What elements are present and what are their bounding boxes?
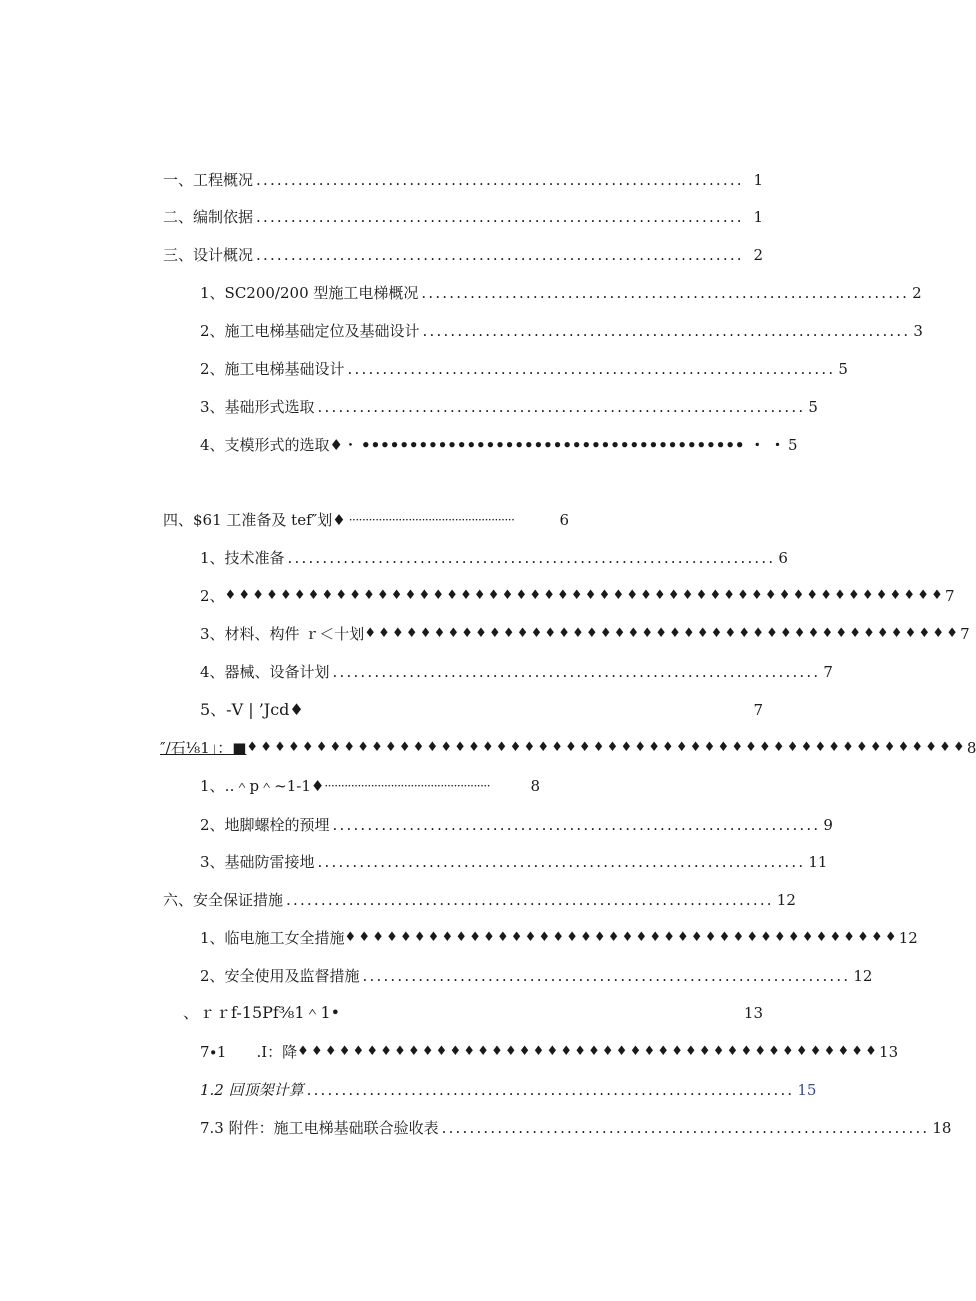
toc-leader-dots: ......................................................................	[317, 853, 806, 871]
toc-page-number: 1	[753, 171, 763, 189]
toc-entry-label: 7.3 附件：施工电梯基础联合验收表	[200, 1119, 439, 1137]
toc-entry-3-4[interactable]	[200, 434, 798, 456]
toc-page-number: 2	[912, 284, 922, 302]
toc-entry-4[interactable]	[163, 509, 569, 531]
toc-page-number: 13	[879, 1043, 899, 1061]
toc-entry-label: 1、技术准备	[200, 549, 285, 567]
toc-entry-3[interactable]	[163, 244, 763, 266]
toc-entry-4-1[interactable]	[200, 547, 788, 569]
toc-leader-diamonds: ♦♦♦♦♦♦♦♦♦♦♦♦♦♦♦♦♦♦♦♦♦♦♦♦♦♦♦♦♦♦♦♦♦♦♦♦♦♦♦♦♦♦♦♦♦♦♦♦♦♦♦♦	[246, 740, 967, 755]
toc-leader-dots: ......................................................................	[286, 891, 774, 909]
toc-entry-7[interactable]	[183, 1002, 763, 1024]
toc-leader-dots: ......................................................................	[332, 663, 821, 681]
toc-leader-dots: ......................................................................	[256, 246, 744, 264]
toc-leader-dots: ......................................................................	[256, 171, 744, 189]
toc-entry-2[interactable]	[163, 206, 763, 228]
toc-entry-label: 1、临电施工女全措施	[200, 929, 345, 947]
toc-entry-label: 一、工程概况	[163, 171, 254, 189]
toc-entry-4-2[interactable]	[200, 585, 955, 607]
toc-entry-label: 3、材料、构件 ｒ＜十划	[200, 625, 365, 643]
toc-entry-label: 二、编制依据	[163, 208, 254, 226]
toc-entry-label: ″/石⅛1」：■	[160, 739, 247, 757]
toc-page-number: 2	[753, 246, 763, 264]
toc-page-number: 18	[932, 1119, 952, 1137]
toc-leader-dots: ......................................................................	[306, 1081, 795, 1099]
toc-page-number: 12	[898, 929, 918, 947]
toc-page-number: 6	[778, 549, 788, 567]
toc-entry-label: 3、基础防雷接地	[200, 853, 315, 871]
toc-entry-3-1[interactable]	[200, 282, 922, 304]
toc-entry-6-2[interactable]	[200, 965, 873, 987]
toc-leader-diamonds: ♦♦♦♦♦♦♦♦♦♦♦♦♦♦♦♦♦♦♦♦♦♦♦♦♦♦♦♦♦♦♦♦♦♦♦♦♦♦♦♦♦♦	[297, 1044, 880, 1059]
toc-page-number: 8	[966, 739, 976, 757]
toc-leader-dots: ......................................................................	[332, 816, 821, 834]
toc-leader-dots: ......................................................................	[441, 1119, 930, 1137]
toc-entry-5[interactable]	[160, 737, 976, 759]
toc-entry-label: 六、安全保证措施	[163, 891, 284, 909]
toc-page-number: 9	[823, 816, 833, 834]
toc-entry-label: 、ｒｒf-15Pf⅜1＾1•	[183, 1003, 341, 1022]
toc-entry-3-2b[interactable]	[200, 358, 848, 380]
toc-entry-6-1[interactable]	[200, 927, 918, 949]
toc-page-number: 13	[743, 1004, 763, 1022]
toc-entry-label: 2、地脚螺栓的预埋	[200, 816, 330, 834]
toc-entry-3-2[interactable]	[200, 320, 923, 342]
toc-entry-label: 四、$61 工准备及 tef″划♦	[163, 511, 346, 529]
toc-entry-label: 7∙1 .I：降	[200, 1043, 298, 1061]
toc-leader-dots: ......................................................................	[347, 360, 836, 378]
toc-entry-label: 4、支模形式的选取♦・	[200, 436, 358, 454]
toc-entry-1[interactable]	[163, 169, 763, 191]
toc-entry-7-2[interactable]	[200, 1079, 817, 1101]
toc-entry-5-3[interactable]	[200, 851, 828, 873]
toc-page-number: 5	[838, 360, 848, 378]
toc-leader-diamonds: ♦♦♦♦♦♦♦♦♦♦♦♦♦♦♦♦♦♦♦♦♦♦♦♦♦♦♦♦♦♦♦♦♦♦♦♦♦♦♦♦♦♦♦	[364, 626, 961, 641]
toc-page-number: 15	[797, 1081, 817, 1099]
toc-entry-7-3[interactable]	[200, 1117, 952, 1139]
toc-entry-4-4[interactable]	[200, 661, 833, 683]
toc-page-number: 12	[776, 891, 796, 909]
toc-page-number: 7	[960, 625, 970, 643]
toc-page-number: 1	[753, 208, 763, 226]
toc-entry-7-1[interactable]	[200, 1041, 899, 1063]
toc-entry-label: 2、	[200, 587, 225, 605]
toc-leader-dots: ··················································	[348, 513, 515, 527]
toc-leader-diamonds: ♦♦♦♦♦♦♦♦♦♦♦♦♦♦♦♦♦♦♦♦♦♦♦♦♦♦♦♦♦♦♦♦♦♦♦♦♦♦♦♦♦♦♦♦♦♦♦♦♦♦♦♦	[224, 588, 945, 603]
toc-entry-label: 2、施工电梯基础定位及基础设计	[200, 322, 420, 340]
toc-entry-3-3[interactable]	[200, 396, 818, 418]
toc-leader-dots: •••••••••••••••••••••••••••••••••••••••• ・ ・	[361, 436, 785, 454]
toc-page-number: 7	[823, 663, 833, 681]
toc-leader-dots: ......................................................................	[422, 322, 911, 340]
toc-page-number: 7	[753, 701, 763, 719]
toc-entry-5-1[interactable]	[200, 775, 540, 797]
toc-leader-dots: ......................................................................	[362, 967, 851, 985]
toc-entry-4-5[interactable]	[200, 699, 763, 721]
toc-leader-dots: ··················································	[324, 779, 491, 793]
toc-entry-label: 5、-V | ’Jcd♦	[200, 700, 304, 719]
toc-page-number: 5	[787, 436, 798, 454]
toc-entry-label: 三、设计概况	[163, 246, 254, 264]
toc-leader-dots: ......................................................................	[256, 208, 744, 226]
toc-entry-label: 3、基础形式选取	[200, 398, 315, 416]
toc-entry-label: 2、安全使用及监督措施	[200, 967, 360, 985]
toc-page-number: 7	[944, 587, 955, 605]
toc-entry-label: 1.2 回顶架计算	[200, 1081, 304, 1099]
toc-entry-label: 2、施工电梯基础设计	[200, 360, 345, 378]
toc-entry-5-2[interactable]	[200, 814, 833, 836]
toc-page-number: 12	[853, 967, 873, 985]
toc-page-number: 3	[913, 322, 923, 340]
toc-entry-label: 4、器械、设备计划	[200, 663, 330, 681]
toc-page-number: 6	[559, 511, 569, 529]
toc-entry-4-3[interactable]	[200, 623, 970, 645]
toc-leader-dots: ......................................................................	[317, 398, 806, 416]
toc-page-number: 8	[530, 777, 540, 795]
toc-entry-label: 1、‥＾p＾~1-1♦	[200, 777, 325, 795]
toc-page-number: 11	[808, 853, 828, 871]
toc-entry-label: 1、SC200/200 型施工电梯概况	[200, 284, 419, 302]
toc-leader-diamonds: ♦♦♦♦♦♦♦♦♦♦♦♦♦♦♦♦♦♦♦♦♦♦♦♦♦♦♦♦♦♦♦♦♦♦♦♦♦♦♦♦	[344, 930, 899, 945]
toc-leader-dots: ......................................................................	[421, 284, 910, 302]
toc-entry-6[interactable]	[163, 889, 796, 911]
toc-leader-dots: ......................................................................	[287, 549, 776, 567]
toc-page-number: 5	[808, 398, 818, 416]
